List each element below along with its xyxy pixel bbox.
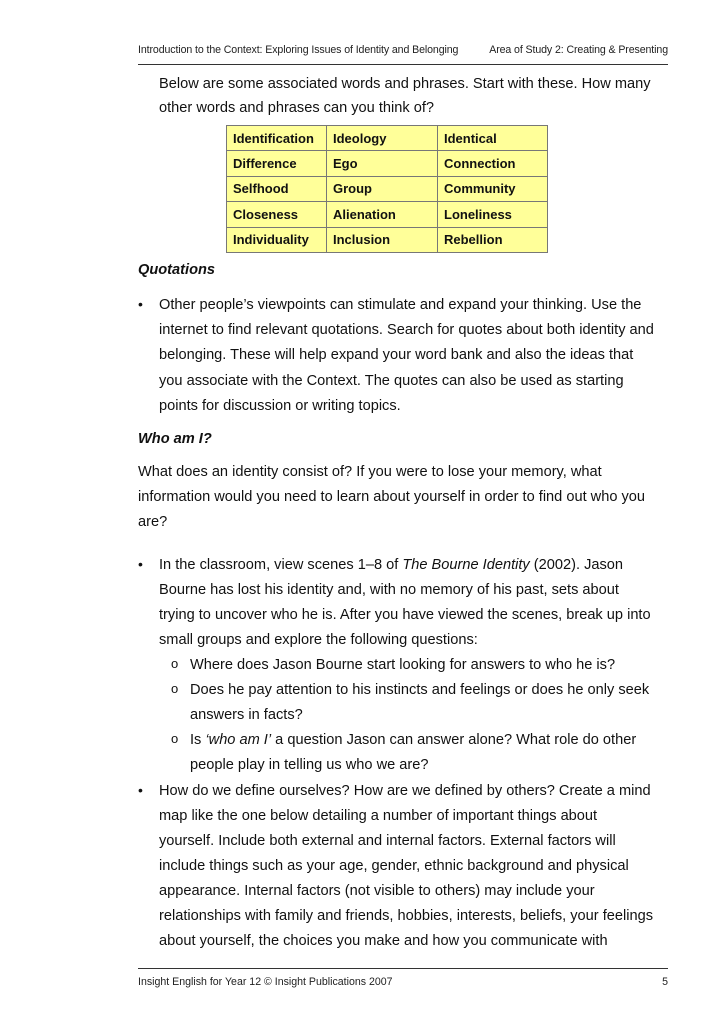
table-row: [227, 202, 548, 227]
define-line-4: include things such as your age, gender, ethnic background and physical: [159, 858, 629, 874]
sub-bullet-marker: o: [171, 681, 179, 696]
table-cell: Identification: [227, 126, 327, 151]
table-row: [227, 227, 548, 252]
bourne-line-4: small groups and explore the following questions:: [159, 632, 478, 648]
question-2-line-1: Does he pay attention to his instincts and feelings or does he only seek: [190, 682, 650, 698]
define-line-6: relationships with family and friends, hobbies, interests, beliefs, your feelings: [159, 908, 654, 924]
table-cell: Alienation: [327, 202, 438, 227]
quotations-heading: Quotations: [138, 262, 216, 278]
table-row: [227, 151, 548, 176]
bullet-marker: •: [138, 556, 143, 572]
bullet-marker: •: [138, 782, 143, 798]
film-title: The Bourne Identity: [402, 557, 530, 573]
table-cell: Identical: [438, 126, 548, 151]
table-cell: Connection: [438, 151, 548, 176]
quotations-line-1: Other people’s viewpoints can stimulate and expand your thinking. Use the: [159, 297, 642, 313]
quotations-line-4: you associate with the Context. The quotes can also be used as starting: [159, 373, 624, 389]
question-3-line-1: [190, 728, 636, 752]
footer-publication: Insight English for Year 12 © Insight Publications 2007: [138, 976, 393, 988]
table-row: [227, 176, 548, 201]
intro-line-1: Below are some associated words and phrases. Start with these. How many: [159, 76, 651, 92]
table-cell: Individuality: [227, 227, 327, 252]
define-line-2: map like the one below detailing a number of important things about: [159, 808, 598, 824]
who-am-i-intro-line-3: are?: [138, 514, 168, 530]
question-3-post: a question Jason can answer alone? What role do other: [271, 732, 637, 748]
table-cell: Ego: [327, 151, 438, 176]
quotations-line-2: internet to find relevant quotations. Search for quotes about both identity and: [159, 322, 654, 338]
table-cell: Ideology: [327, 126, 438, 151]
header-area-of-study: Area of Study 2: Creating & Presenting: [489, 44, 668, 56]
table-cell: Community: [438, 176, 548, 201]
question-3-pre: Is: [190, 732, 206, 748]
who-am-i-heading: Who am I?: [138, 431, 212, 447]
question-1: Where does Jason Bourne start looking for answers to who he is?: [190, 657, 616, 673]
bourne-line-2: Bourne has lost his identity and, with no memory of his past, sets about: [159, 582, 619, 598]
define-line-1: How do we define ourselves? How are we defined by others? Create a mind: [159, 783, 651, 799]
table-cell: Inclusion: [327, 227, 438, 252]
who-am-i-intro-line-1: What does an identity consist of? If you were to lose your memory, what: [138, 464, 602, 480]
sub-bullet-marker: o: [171, 656, 179, 671]
header-context-title: Introduction to the Context: Exploring Issues of Identity and Belonging: [138, 44, 459, 56]
table-cell: Loneliness: [438, 202, 548, 227]
who-am-i-intro-line-2: information would you need to learn about yourself in order to find out who you: [138, 489, 646, 505]
table-cell: Selfhood: [227, 176, 327, 201]
define-line-5: appearance. Internal factors (not visible to others) may include your: [159, 883, 595, 899]
define-line-3: yourself. Include both external and internal factors. External factors will: [159, 833, 616, 849]
footer-rule: [138, 968, 668, 969]
bourne-line-1-pre: In the classroom, view scenes 1–8 of: [159, 557, 403, 573]
bullet-marker: •: [138, 296, 143, 312]
intro-line-2: other words and phrases can you think of?: [159, 100, 435, 116]
table-cell: Closeness: [227, 202, 327, 227]
bourne-line-1: [159, 553, 623, 577]
associated-words-table: [226, 125, 548, 253]
question-2-line-2: answers in facts?: [190, 707, 303, 723]
quotations-line-5: points for discussion or writing topics.: [159, 398, 401, 414]
define-line-7: about yourself, the choices you make and how you communicate with: [159, 933, 608, 949]
page-number: 5: [662, 976, 668, 988]
table-cell: Difference: [227, 151, 327, 176]
table-row: [227, 126, 548, 151]
bourne-line-1-post: (2002). Jason: [529, 557, 624, 573]
question-3-line-2: people play in telling us who we are?: [190, 757, 429, 773]
question-3-italic: ‘who am I’: [205, 732, 272, 748]
quotations-line-3: belonging. These will help expand your word bank and also the ideas that: [159, 347, 634, 363]
sub-bullet-marker: o: [171, 731, 179, 746]
header-rule: [138, 64, 668, 65]
table-cell: Rebellion: [438, 227, 548, 252]
table-cell: Group: [327, 176, 438, 201]
bourne-line-3: trying to uncover who he is. After you have viewed the scenes, break up into: [159, 607, 651, 623]
